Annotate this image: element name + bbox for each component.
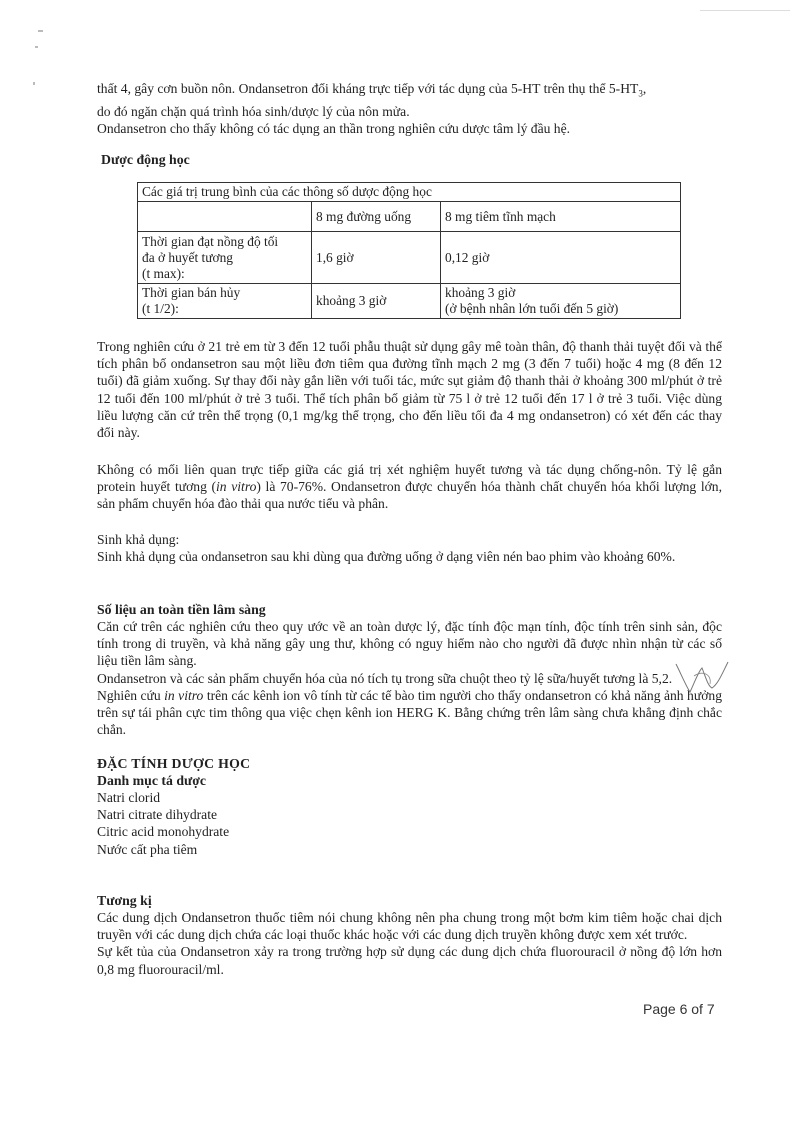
- pk-table: [137, 182, 681, 319]
- page-number: Page 6 of 7: [643, 1001, 715, 1017]
- incompatibility-heading: Tương kị: [97, 893, 152, 908]
- bioavailability-section: [97, 531, 722, 565]
- list-item: Nước cất pha tiêm: [97, 841, 198, 857]
- intro-line-3: Ondansetron cho thấy không có tác dụng an thần trong nghiên cứu dược tâm lý đầu hệ.: [97, 121, 571, 137]
- intro-line-1: thất 4, gây cơn buồn nôn. Ondansetron đối kháng trực tiếp với tác dụng của 5-HT trên thụ thể $5-HT_3$,: [97, 81, 647, 99]
- preclinical-section: [97, 601, 722, 738]
- scan-mark: [700, 10, 790, 11]
- incompatibility-section: [97, 892, 722, 978]
- pk-row-oral-value: khoảng 3 giờ: [312, 284, 441, 319]
- pk-row-label: Thời gian đạt nồng độ tối đa ở huyết tương (t max):: [138, 232, 312, 284]
- handwritten-mark-icon: [672, 656, 732, 698]
- pk-col-oral: 8 mg đường uống: [312, 202, 441, 232]
- pk-heading: Dược động học: [101, 152, 190, 167]
- scan-mark: [35, 46, 38, 48]
- table-row: [138, 284, 681, 319]
- pk-row-iv-value: khoảng 3 giờ (ở bệnh nhân lớn tuổi đến 5 giờ): [441, 284, 681, 319]
- preclinical-paragraph-3: Nghiên cứu in vitro trên các kênh ion vô tính từ các tế bào tim người cho thấy ondansetron có khả năng ảnh hưởng trên sự tái phân cực tim thông qua việc chẹn kênh ion HERG K. Bằng chứng trên lâm sàng chưa khẳng định chắc chắn.: [97, 687, 723, 738]
- preclinical-paragraph-1: Căn cứ trên các nghiên cứu theo quy ước về an toàn dược lý, đặc tính độc mạn tính, độc tính trên sinh sản, độc tính trong di truyền, và khả năng gây ung thư, không có nguy hiểm nào cho người đã được nhìn nhận từ các số liệu tiền lâm sàng.: [97, 619, 722, 669]
- pharmaceutical-section: [97, 755, 722, 858]
- intro-line-2: do đó ngăn chặn quá trình hóa sinh/dược lý của nôn mửa.: [97, 103, 410, 119]
- pharmaceutical-heading: ĐẶC TÍNH DƯỢC HỌC: [97, 756, 251, 771]
- list-item: Natri clorid: [97, 790, 161, 805]
- incompatibility-paragraph-2: Sự kết tủa của Ondansetron xảy ra trong trường hợp sử dụng các dung dịch chứa fluorouracil ở nồng độ lớn hơn 0,8 mg fluorouracil/ml.: [97, 944, 722, 977]
- intro-section: [97, 80, 722, 137]
- preclinical-heading: Số liệu an toàn tiền lâm sàng: [97, 602, 266, 617]
- incompatibility-paragraph-1: Các dung dịch Ondansetron thuốc tiêm nói chung không nên pha chung trong một bơm kim tiêm hoặc chai dịch truyền với các dung dịch chứa các loại thuốc khác hoặc với các dung dịch truyền không được xem xét trước.: [97, 910, 722, 943]
- pk-table-caption: Các giá trị trung bình của các thông số dược động học: [138, 183, 681, 202]
- table-row: [138, 232, 681, 284]
- pk-row-label: Thời gian bán hủy (t 1/2):: [138, 284, 312, 319]
- list-item: Citric acid monohydrate: [97, 824, 230, 840]
- bioavailability-text: Sinh khả dụng của ondansetron sau khi dùng qua đường uống ở dạng viên nén bao phim vào khoảng 60%.: [97, 549, 676, 565]
- pk-table-empty-cell: [138, 202, 312, 232]
- scan-mark: [33, 82, 35, 85]
- pk-row-iv-value: 0,12 giờ: [441, 232, 681, 284]
- preclinical-paragraph-2: Ondansetron và các sản phẩm chuyển hóa của nó tích tụ trong sữa chuột theo tỷ lệ sữa/huyết tương là 5,2.: [97, 670, 673, 686]
- scan-mark: [38, 30, 43, 32]
- excipients-heading: Danh mục tá dược: [97, 773, 207, 788]
- bioavailability-label: Sinh khả dụng:: [97, 532, 180, 547]
- list-item: Natri citrate dihydrate: [97, 807, 218, 823]
- pk-paragraph-pediatric: Trong nghiên cứu ở 21 trẻ em từ 3 đến 12 tuổi phẫu thuật sử dụng gây mê toàn thân, độ thanh thải tuyệt đối và thể tích phân bố ondansetron sau một liều đơn tiêm qua đường tĩnh mạch 2 mg (3 đến 7 tuổi) hoặc 4 mg (8 đến 12 tuổi) đã giảm xuống. Sự thay đổi này gắn liền với tuổi tác, mức sụt giảm độ thanh thải ở khoảng 300 ml/phút ở trẻ 12 tuổi đến 100 ml/phút ở trẻ 3 tuổi. Thể tích phân bố giảm từ 75 l ở trẻ 12 tuổi đến 17 l ở trẻ 3 tuổi. Việc dùng liều lượng căn cứ trên thể trọng (0,1 mg/kg thể trọng, cho đến liều tối đa 4 mg ondansetron) có xét đến các thay đổi này.: [97, 339, 722, 441]
- pk-row-oral-value: 1,6 giờ: [312, 232, 441, 284]
- pk-col-iv: 8 mg tiêm tĩnh mạch: [441, 202, 681, 232]
- pk-paragraph-protein-binding: Không có mối liên quan trực tiếp giữa các giá trị xét nghiệm huyết tương và tác dụng chống-nôn. Tỷ lệ gắn protein huyết tương (in vitro) là 70-76%. Ondansetron được chuyển hóa thành chất chuyển hóa khối lượng lớn, sản phẩm chuyển hóa đào thải qua nước tiểu và phân.: [97, 462, 722, 512]
